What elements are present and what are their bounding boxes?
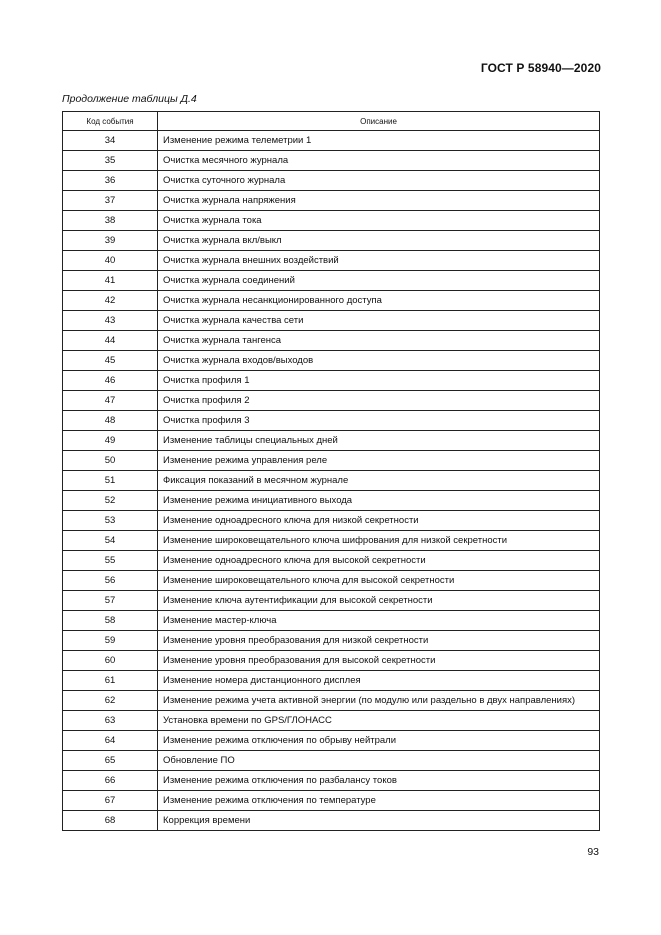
table-row [63, 751, 600, 771]
event-description-cell: Очистка журнала входов/выходов [158, 351, 600, 371]
table-row [63, 211, 600, 231]
table-row [63, 391, 600, 411]
table-row [63, 291, 600, 311]
event-description-cell: Изменение режима учета активной энергии (по модулю или раздельно в двух направлениях) [158, 691, 600, 711]
event-code-cell: 34 [63, 131, 158, 151]
event-code-table [62, 111, 600, 831]
table-row [63, 591, 600, 611]
event-code-cell: 58 [63, 611, 158, 631]
table-row [63, 571, 600, 591]
event-description-cell: Изменение номера дистанционного дисплея [158, 671, 600, 691]
event-description-cell: Изменение режима отключения по температуре [158, 791, 600, 811]
event-description-cell: Очистка месячного журнала [158, 151, 600, 171]
event-code-cell: 60 [63, 651, 158, 671]
event-code-cell: 35 [63, 151, 158, 171]
event-description-cell: Очистка профиля 3 [158, 411, 600, 431]
event-description-cell: Обновление ПО [158, 751, 600, 771]
event-description-cell: Изменение режима отключения по обрыву нейтрали [158, 731, 600, 751]
event-code-cell: 67 [63, 791, 158, 811]
event-description-cell: Изменение ключа аутентификации для высокой секретности [158, 591, 600, 611]
table-row [63, 811, 600, 831]
event-code-cell: 40 [63, 251, 158, 271]
table-row [63, 491, 600, 511]
event-code-cell: 37 [63, 191, 158, 211]
event-code-cell: 45 [63, 351, 158, 371]
event-description-cell: Очистка журнала несанкционированного доступа [158, 291, 600, 311]
table-row [63, 331, 600, 351]
event-code-cell: 66 [63, 771, 158, 791]
event-code-cell: 51 [63, 471, 158, 491]
table-row [63, 311, 600, 331]
event-code-cell: 41 [63, 271, 158, 291]
event-code-cell: 64 [63, 731, 158, 751]
event-description-cell: Очистка профиля 2 [158, 391, 600, 411]
table-row [63, 671, 600, 691]
table-row [63, 631, 600, 651]
table-row [63, 171, 600, 191]
event-code-cell: 38 [63, 211, 158, 231]
event-description-cell: Очистка журнала напряжения [158, 191, 600, 211]
table-caption: Продолжение таблицы Д.4 [62, 93, 197, 105]
column-header-code: Код события [63, 112, 158, 131]
table-row [63, 551, 600, 571]
event-code-cell: 59 [63, 631, 158, 651]
event-code-cell: 55 [63, 551, 158, 571]
event-code-cell: 62 [63, 691, 158, 711]
page-number: 93 [587, 846, 599, 858]
table-row [63, 271, 600, 291]
table-row [63, 371, 600, 391]
event-description-cell: Фиксация показаний в месячном журнале [158, 471, 600, 491]
table-row [63, 651, 600, 671]
event-description-cell: Очистка журнала внешних воздействий [158, 251, 600, 271]
table-row [63, 131, 600, 151]
table-row [63, 771, 600, 791]
event-code-cell: 52 [63, 491, 158, 511]
event-description-cell: Изменение одноадресного ключа для низкой секретности [158, 511, 600, 531]
event-code-cell: 68 [63, 811, 158, 831]
event-code-cell: 46 [63, 371, 158, 391]
table-row [63, 611, 600, 631]
event-code-cell: 54 [63, 531, 158, 551]
event-code-cell: 50 [63, 451, 158, 471]
event-description-cell: Изменение одноадресного ключа для высокой секретности [158, 551, 600, 571]
table-row [63, 691, 600, 711]
event-description-cell: Установка времени по GPS/ГЛОНАСС [158, 711, 600, 731]
event-code-cell: 49 [63, 431, 158, 451]
table-row [63, 191, 600, 211]
event-description-cell: Изменение режима отключения по разбалансу токов [158, 771, 600, 791]
event-description-cell: Изменение режима инициативного выхода [158, 491, 600, 511]
table-header-row [63, 112, 600, 131]
table-row [63, 471, 600, 491]
event-description-cell: Очистка профиля 1 [158, 371, 600, 391]
event-code-cell: 61 [63, 671, 158, 691]
event-description-cell: Изменение широковещательного ключа для высокой секретности [158, 571, 600, 591]
event-code-cell: 56 [63, 571, 158, 591]
event-code-cell: 39 [63, 231, 158, 251]
table-row [63, 351, 600, 371]
event-description-cell: Коррекция времени [158, 811, 600, 831]
table-row [63, 791, 600, 811]
event-description-cell: Изменение режима телеметрии 1 [158, 131, 600, 151]
event-description-cell: Изменение мастер-ключа [158, 611, 600, 631]
table-row [63, 431, 600, 451]
table-row [63, 411, 600, 431]
table-row [63, 251, 600, 271]
event-code-cell: 53 [63, 511, 158, 531]
event-description-cell: Очистка суточного журнала [158, 171, 600, 191]
table-row [63, 151, 600, 171]
column-header-description: Описание [158, 112, 600, 131]
event-code-cell: 65 [63, 751, 158, 771]
event-code-cell: 42 [63, 291, 158, 311]
event-description-cell: Изменение уровня преобразования для низкой секретности [158, 631, 600, 651]
event-description-cell: Очистка журнала тока [158, 211, 600, 231]
event-code-cell: 57 [63, 591, 158, 611]
table-row [63, 231, 600, 251]
table-row [63, 511, 600, 531]
event-description-cell: Изменение уровня преобразования для высокой секретности [158, 651, 600, 671]
event-code-cell: 48 [63, 411, 158, 431]
event-description-cell: Очистка журнала тангенса [158, 331, 600, 351]
event-description-cell: Изменение таблицы специальных дней [158, 431, 600, 451]
event-code-cell: 43 [63, 311, 158, 331]
event-code-cell: 36 [63, 171, 158, 191]
event-description-cell: Изменение широковещательного ключа шифрования для низкой секретности [158, 531, 600, 551]
event-description-cell: Очистка журнала соединений [158, 271, 600, 291]
event-description-cell: Очистка журнала вкл/выкл [158, 231, 600, 251]
event-code-cell: 47 [63, 391, 158, 411]
table-row [63, 451, 600, 471]
table-row [63, 531, 600, 551]
event-description-cell: Очистка журнала качества сети [158, 311, 600, 331]
event-code-cell: 44 [63, 331, 158, 351]
event-description-cell: Изменение режима управления реле [158, 451, 600, 471]
table-row [63, 731, 600, 751]
standard-code: ГОСТ Р 58940—2020 [480, 61, 601, 75]
event-code-cell: 63 [63, 711, 158, 731]
table-row [63, 711, 600, 731]
